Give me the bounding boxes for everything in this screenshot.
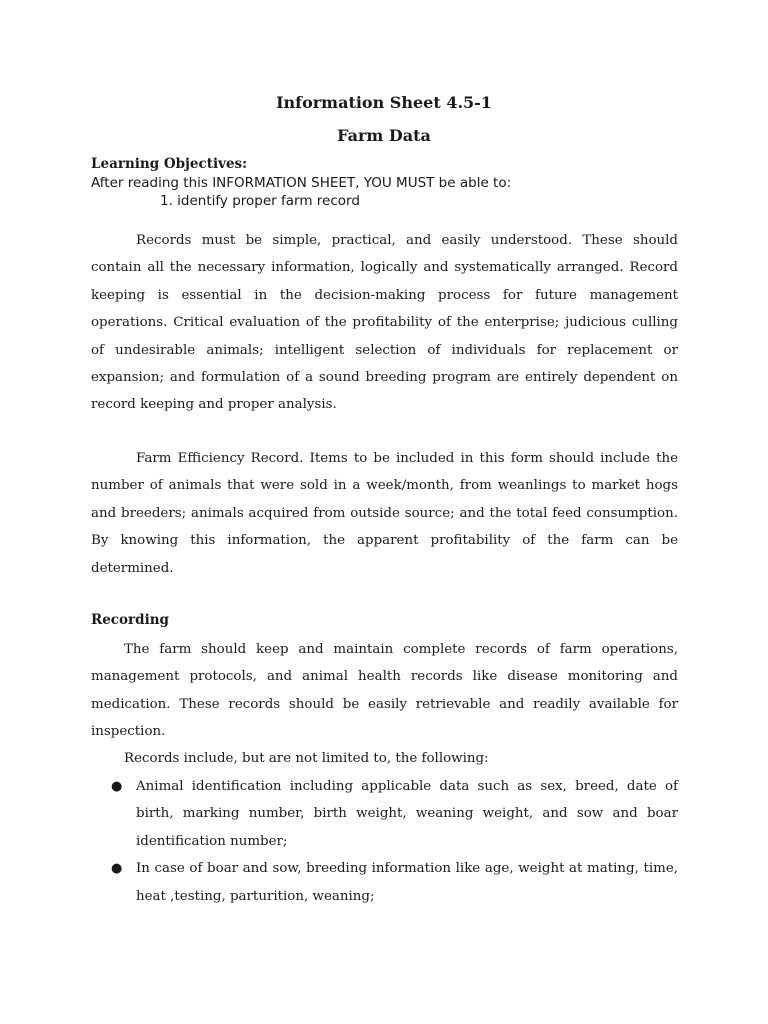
bullet-icon: ● bbox=[111, 861, 123, 877]
list-item bbox=[91, 855, 678, 910]
recording-heading: Recording bbox=[91, 612, 169, 628]
learning-objectives-heading: Learning Objectives: bbox=[91, 156, 248, 172]
page-subtitle: Farm Data bbox=[337, 126, 431, 145]
farm-efficiency-paragraph: Farm Efficiency Record. Items to be included in this form should include the number of animals that were sold in a week/month, from weanlings to market hogs and breeders; animals acquired from outside source; and the total feed consumption. By knowing this information, the apparent profitability of the farm can be determined. bbox=[91, 451, 678, 576]
recording-paragraph: The farm should keep and maintain complete records of farm operations, management protocols, and animal health records like disease monitoring and medication. These records should be easily retrievable and readily available for inspection. bbox=[91, 642, 678, 740]
page-title: Information Sheet 4.5-1 bbox=[276, 93, 492, 112]
learning-objectives-intro: After reading this INFORMATION SHEET, YOU MUST be able to: bbox=[91, 175, 512, 191]
bullet-icon: ● bbox=[111, 779, 123, 794]
records-paragraph: Records must be simple, practical, and easily understood. These should contain all the necessary information, logically and systematically arranged. Record keeping is essential in the decision-making process for future management operations. Critical evaluation of the profitability of the enterprise; judicious culling of undesirable animals; intelligent selection of individuals for replacement or expansion; and formulation of a sound breeding program are entirely dependent on record keeping and proper analysis. bbox=[91, 233, 678, 413]
learning-objectives-list bbox=[160, 193, 360, 209]
bullet-text: In case of boar and sow, breeding information like age, weight at mating, time, heat ,testing, parturition, weaning; bbox=[136, 861, 678, 904]
bullet-text: Animal identification including applicable data such as sex, breed, date of birth, marking number, birth weight, weaning weight, and sow and boar identification number; bbox=[136, 779, 678, 849]
records-include-text: Records include, but are not limited to, the following: bbox=[124, 751, 489, 766]
list-item bbox=[91, 773, 678, 855]
learning-objective-item: 1. identify proper farm record bbox=[160, 193, 360, 209]
records-bullet-list bbox=[91, 773, 678, 910]
